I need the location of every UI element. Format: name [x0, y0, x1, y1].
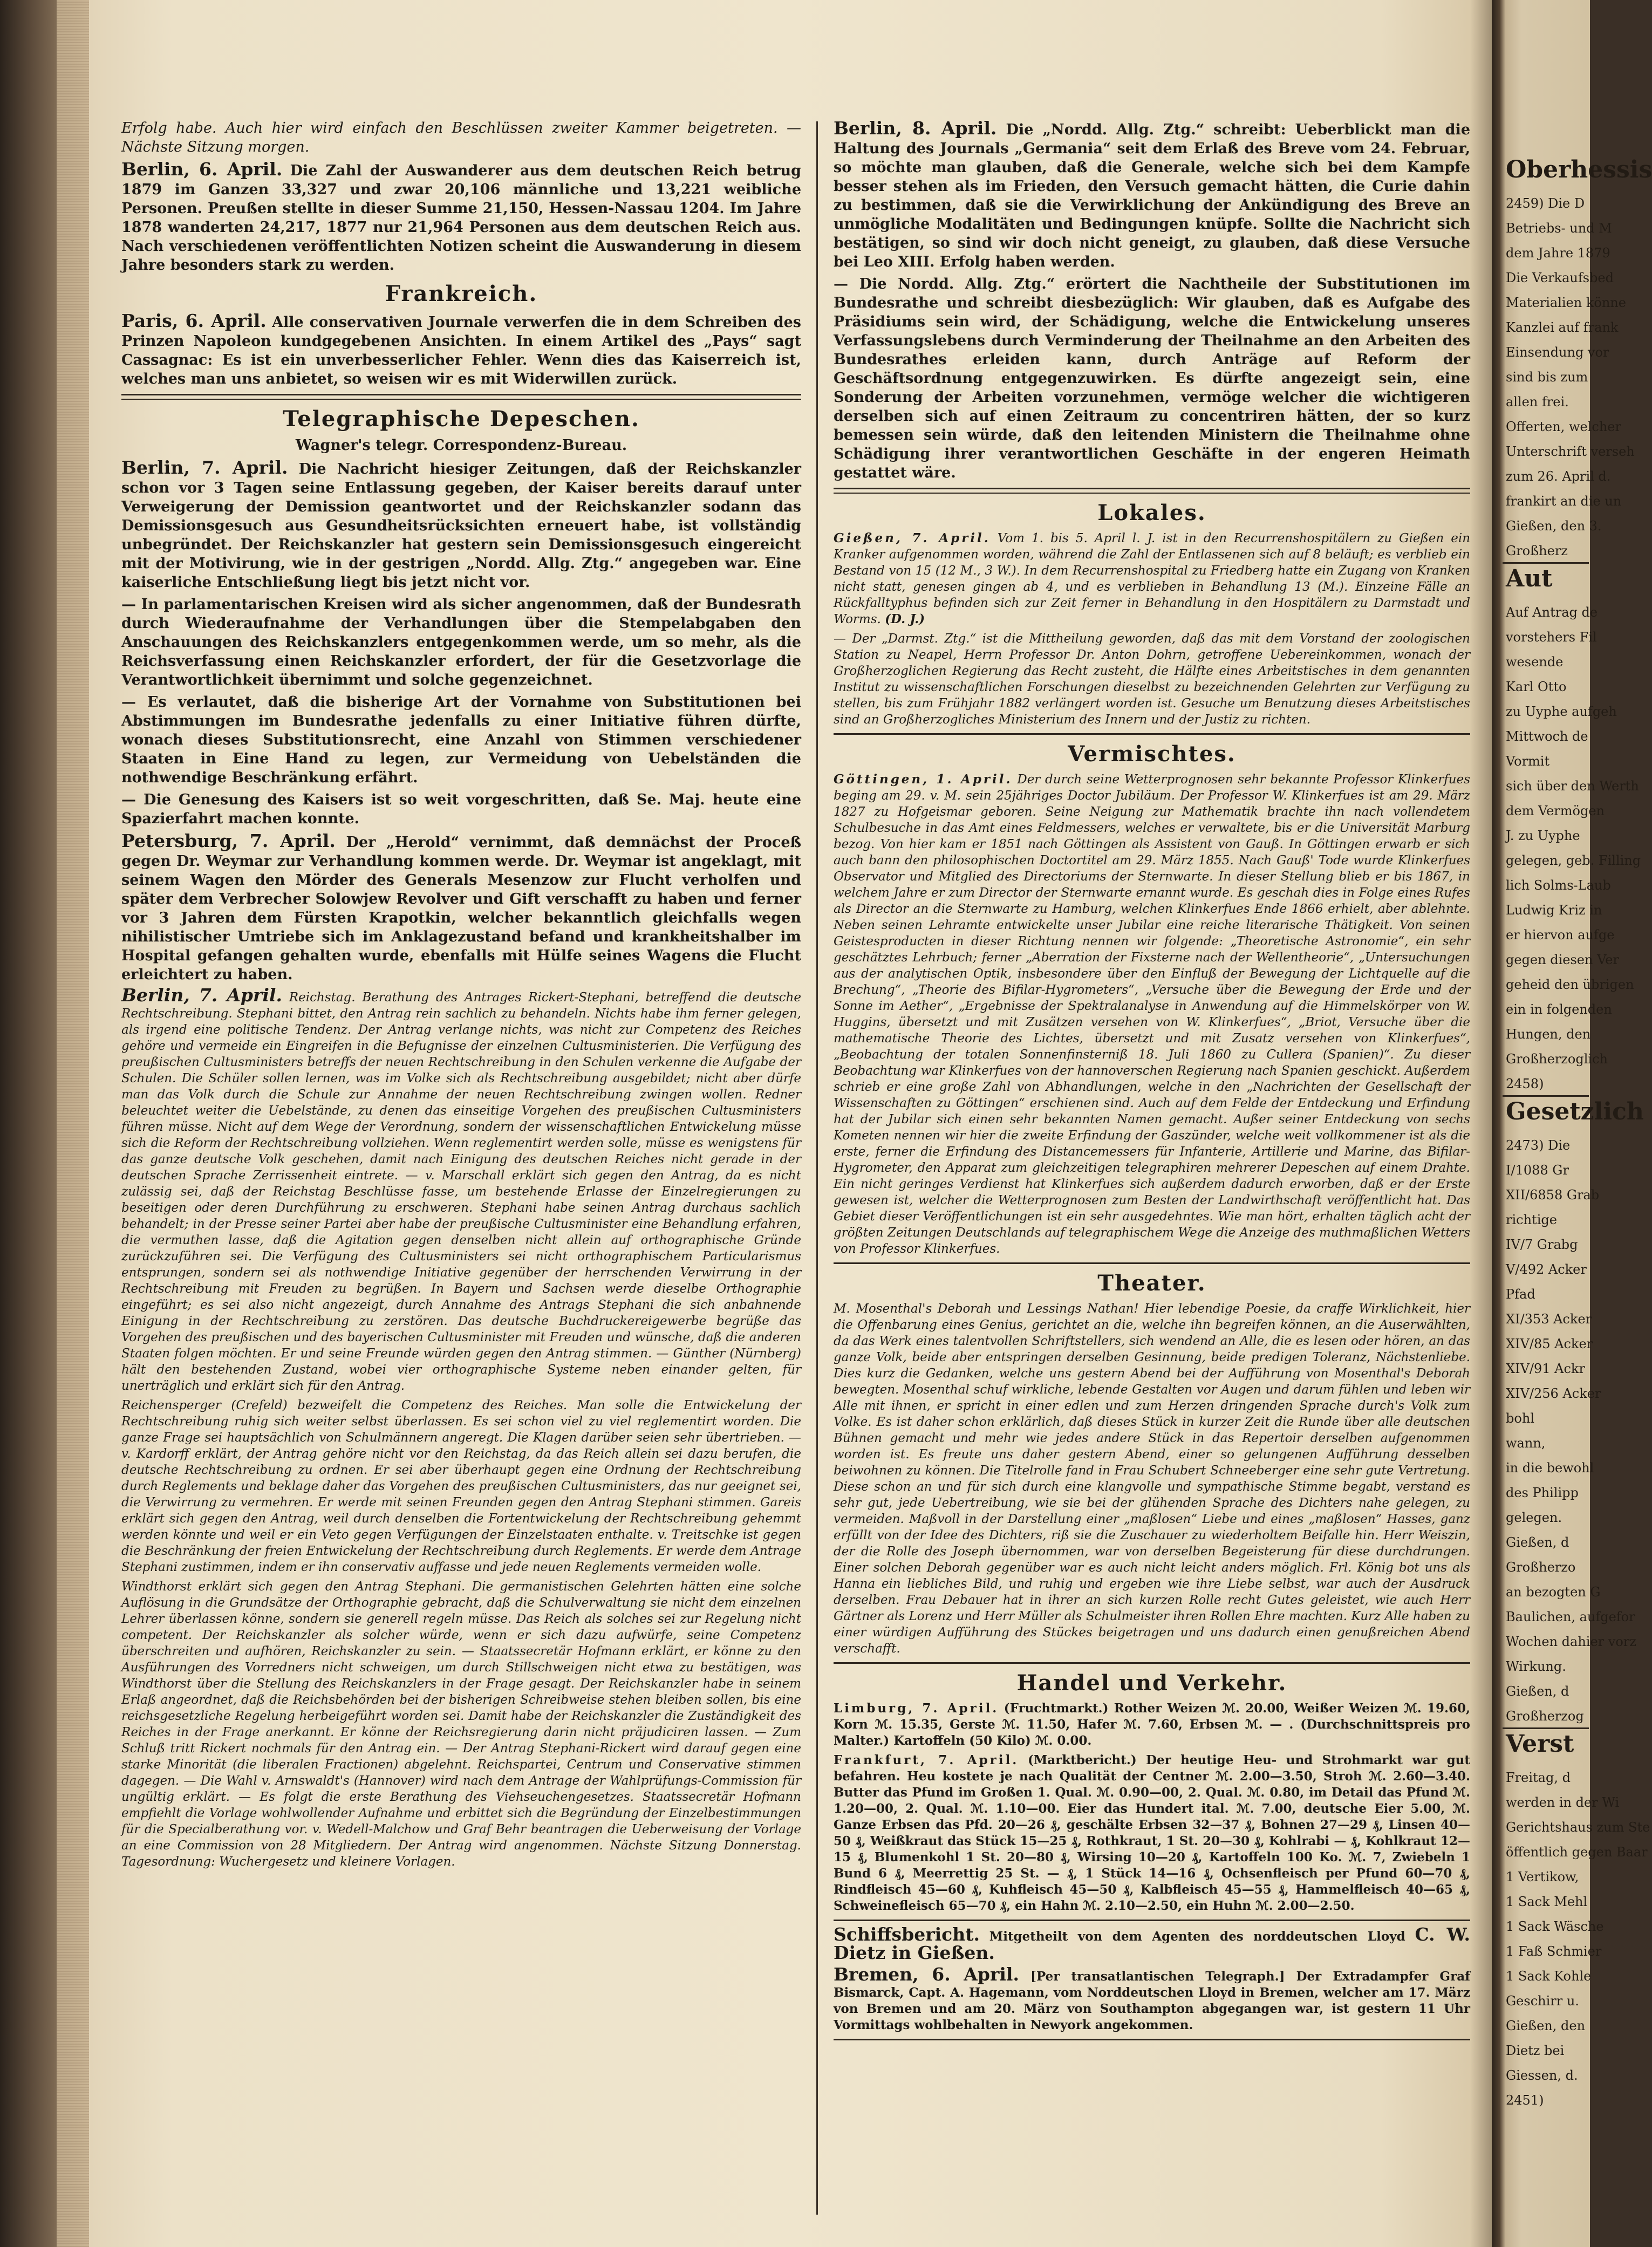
- next-page-fragment: Gießen, den 3.: [1506, 518, 1602, 534]
- article-reichstag: [121, 987, 801, 1394]
- section-heading-frankreich: Frankreich.: [385, 281, 538, 306]
- next-page-fragment: geheid den übrigen: [1506, 977, 1634, 992]
- article-paragraph: — Die Genesung des Kaisers ist so weit vorgeschritten, daß Se. Maj. heute eine Spazierfahrt machen konnte.: [121, 791, 801, 827]
- next-page-fragment: allen frei.: [1506, 394, 1569, 409]
- article-text: Vom 1. bis 5. April l. J. ist in den Recurrenshospitälern zu Gießen ein Kranker aufgenommen worden, während die Zahl der Entlassenen sich auf 8 beläuft; es verblieb ein Bestand von 15 (12 M., 3 W.). In dem Recurrenshospital zu Friedberg hatte ein Zugang von Kranken nicht statt, genesen gingen ab 4, und es verblieben in Behandlung 13 (M.). Einzeine Fälle an Rückfalltyphus befinden sich zur Zeit ferner in Behandlung in den Hospitälern zu Darmstadt und Worms.: [834, 531, 1471, 626]
- article-text: Der durch seine Wetterprognosen sehr bekannte Professor Klinkerfues beging am 29. v. M. sein 25jähriges Doctor Jubiläum. Der Professor W. Klinkerfues ist am 29. März 1827 zu Hofgeismar geboren. Seine Neigung zur Mathematik brachte ihn nach vollendetem Schulbesuche in das Amt eines Feldmessers, welches er verwaltete, bis er die Universität Marburg bezog. Von hier kam er 1851 nach Göttingen als Assistent von Gauß. In Göttingen erwarb er sich auch bann den philosophischen Doctortitel am 29. März 1855. Nach Gauß' Tode wurde Klinkerfues Observator und Mitglied des Directoriums der Sternwarte. In dieser Stellung blieb er bis 1867, in welchem Jahre er zum Director der Sternwarte ernannt wurde. Es geschah dies in Folge eines Rufes als Director an die Sternwarte zu Hamburg, welchen Klinkerfues Ende 1866 erhielt, aber ablehnte. Neben seinen Lehramte entwickelte unser Jubilar eine reiche literarische Thätigkeit. Von seinen Geistesproducten in dieser Richtung nennen wir folgende: „Theoretische Astronomie“, ein sehr geschätztes Lehrbuch; ferner „Aberration der Fixsterne nach der Wellentheorie“, „Untersuchungen aus der analytischen Optik, insbesondere über den Einfluß der Bewegung der Lichtquelle auf die Brechung“, „Theorie des Bifilar-Hygrometers“, „Versuche über die Bewegung der Erde und der Sonne im Aether“, „Ergebnisse der Spektralanalyse in Anwendung auf die Himmelskörper von W. Huggins, übersetzt und mit Zusätzen versehen von W. Klinkerfues“, „Briot, Versuche über die mathematische Theorie des Lichtes, übersetzt und mit Zusatz versehen von Klinkerfues“, „Beobachtung der totalen Sonnenfinsterniß 18. Juli 1860 zu Cullera (Spanien)“. Zu dieser Beobachtung war Klinkerfues von der hannoverschen Regierung nach Spanien geschickt. Außerdem schrieb er eine große Zahl von Abhandlungen, welche in den „Nachrichten der Gesellschaft der Wissenschaften zu Göttingen“ erschienen sind. Auch auf dem Felde der Entdeckung und Erfindung hat der Jubilar sich einen sehr bekannten Namen gemacht. Außer seiner Entdeckung von sechs Kometen nennen wir hier die zweite Erfindung der Gaszünder, welche weit vollkommener ist als die erste, ferner die Erfindung des Distancemessers für Infanterie, Artillerie und Marine, das Bifilar-Hygrometer, den Apparat zum gleichzeitigen telegraphiren mehrerer Depeschen auf einem Drahte. Ein nicht geringes Verdienst hat Klinkerfues sich außerdem dadurch erworben, daß er der Erste gewesen ist, welcher die Wetterprognosen zum Besten der Landwirthschaft veröffentlicht hat. Das Gebiet dieser Veröffentlichungen ist ein sehr ausgedehntes. Wie man hört, erhalten täglich acht der größten Zeitungen Deutschlands auf telegraphischem Wege die Anzeige des muthmaßlichen Wetters von Professor Klinkerfues.: [834, 773, 1471, 1256]
- next-page-fragment: J. zu Uyphe: [1506, 828, 1580, 843]
- next-page-fragment: wesende: [1506, 654, 1564, 670]
- section-heading-vermischtes: Vermischtes.: [1068, 741, 1236, 767]
- article-limburg: [834, 1700, 1470, 1749]
- next-page-fragment: XI/353 Acker: [1506, 1312, 1592, 1327]
- next-page-fragment: Großherz: [1506, 543, 1568, 558]
- next-page-fragment: gelegen, geb. Filling: [1506, 853, 1641, 868]
- article-berlin-emigration: [121, 160, 801, 275]
- next-page-fragment: Verst: [1506, 1730, 1574, 1758]
- next-page-fragment: an bezogten G: [1506, 1584, 1601, 1600]
- dateline: Berlin, 8. April.: [834, 118, 997, 139]
- section-divider: [121, 394, 801, 400]
- next-page-fragment: frankirt an die un: [1506, 494, 1622, 509]
- intro-paragraph: Erfolg habe. Auch hier wird einfach den Beschlüssen zweiter Kammer beigetreten. — Nächste Sitzung morgen.: [121, 120, 801, 155]
- dateline: Bremen, 6. April.: [834, 1964, 1019, 1985]
- article-giessen: [834, 530, 1470, 627]
- next-page-fragment: XIV/256 Acker: [1506, 1386, 1601, 1401]
- next-page-fragment: Giessen, d.: [1506, 2068, 1578, 2083]
- dateline: Gießen, 7. April.: [834, 531, 991, 545]
- next-page-fragment: Dietz bei: [1506, 2043, 1565, 2058]
- dateline: Berlin, 7. April.: [121, 985, 282, 1006]
- dateline: Berlin, 6. April.: [121, 159, 283, 180]
- article-berlin-nordd: [834, 119, 1470, 271]
- article-paragraph: — Der „Darmst. Ztg.“ ist die Mittheilung geworden, daß das mit dem Vorstand der zoologischen Station zu Neapel, Herrn Professor Dr. Anton Dohrn, getroffene Uebereinkommen, wonach der Großherzoglichen Regierung das Recht zusteht, die Hälfte eines Arbeitstisches in dem genannten Institut zu wissenschaftlichen Forschungen dieselbst zu bezeichnenden Gelehrten zur Verfügung zu stellen, bis zum Frühjahr 1882 verlängert worden ist. Gesuche um Benutzung dieses Arbeitstisches sind an Großherzogliches Ministerium des Innern und der Justiz zu richten.: [834, 632, 1470, 727]
- section-divider: [834, 2039, 1470, 2040]
- article-paragraph: — In parlamentarischen Kreisen wird als sicher angenommen, daß der Bundesrath durch Wiederaufnahme der Verhandlungen über die Stempelabgaben den Anschauungen des Reichskanzlers entgegenkommen werde, um so mehr, als die Reichsverfassung einen Reichskanzler erfordert, der für die Gesetzvorlage die Verantwortlichkeit übernimmt und solche gegenzeichnet.: [121, 596, 801, 688]
- agency-line: Wagner's telegr. Correspondenz-Bureau.: [295, 437, 627, 454]
- next-page-fragment: Materialien könne: [1506, 295, 1626, 310]
- article-text: (Fruchtmarkt.) Rother Weizen ℳ. 20.00, Weißer Weizen ℳ. 19.60, Korn ℳ. 15.35, Gerste ℳ. 11.50, Hafer ℳ. 7.60, Erbsen ℳ. — . (Durchschnittspreis pro Malter.) Kartoffeln (50 Kilo) ℳ. 0.00.: [834, 1701, 1470, 1748]
- next-page-fragment: Großherzoglich: [1506, 1051, 1608, 1067]
- section-divider: [834, 1262, 1470, 1264]
- book-binding: [0, 0, 89, 2247]
- next-page-fragment: XIV/85 Acker: [1506, 1336, 1593, 1351]
- next-page-fragment: Geschirr u.: [1506, 1993, 1579, 2009]
- next-page-fragment: zu Uyphe aufgeh: [1506, 704, 1617, 719]
- next-page-fragment: 2473) Die: [1506, 1138, 1571, 1153]
- next-page-fragment: Großherzo: [1506, 1560, 1576, 1575]
- article-paragraph: Reichensperger (Crefeld) bezweifelt die Competenz des Reiches. Man solle die Entwickelung der Rechtschreibung ruhig sich weiter selbst überlassen. Es sei schon viel zu viel reglementirt worden. Die ganze Frage sei hauptsächlich von Schulmännern angeregt. Die Klagen darüber seien sehr übertrieben. — v. Kardorff erklärt, der Antrag gehöre nicht vor den Reichstag, da das Reich allein sei dazu berufen, die deutsche Rechtschreibung zu ordnen. Er sei aber überhaupt gegen eine Ordnung der Rechtschreibung durch Reglements und beklage daher das Vorgehen des preußischen Cultusministers, das nur geeignet sei, die Verwirrung zu vermehren. Er werde mit seinen Freunden gegen den Antrag Stephani stimmen. Gareis erklärt sich gegen den Antrag, weil durch denselben die Fortentwickelung der Rechtschreibung gehemmt werden könnte und weil er ein Veto gegen Verfügungen der Einzelstaaten enthalte. v. Treitschke ist gegen die Beschränkung der freien Entwickelung der Rechtschreibung durch Reglements. Er werde dem Antrage Stephani zustimmen, indem er ihn conservativ auffasse und jede neuen Reglements vermeiden wolle.: [121, 1398, 801, 1574]
- article-goettingen: [834, 771, 1470, 1257]
- next-page-fragment: Unterschrift verseh: [1506, 444, 1635, 459]
- article-frankfurt: [834, 1752, 1470, 1914]
- article-text: (Marktbericht.) Der heutige Heu- und Strohmarkt war gut befahren. Heu kostete je nach Qualität der Centner ℳ. 2.00—3.50, Stroh ℳ. 2.60—3.40. Butter das Pfund im Großen 1. Qual. ℳ. 0.90—00, 2. Qual. ℳ. 0.80, im Detail das Pfund ℳ. 1.20—00, 2. Qual. ℳ. 1.10—00. Eier das Hundert ital. ℳ. 7.00, deutsche Eier 5.00, ℳ. Ganze Erbsen das Pfd. 20—26 ₰, geschälte Erbsen 32—37 ₰, Bohnen 27—29 ₰, Linsen 40—50 ₰, Weißkraut das Stück 15—25 ₰, Rothkraut, 1 St. 20—30 ₰, Kohlrabi — ₰, Kohlkraut 12—15 ₰, Blumenkohl 1 St. 20—80 ₰, Wirsing 10—20 ₰, Kartoffeln 100 Ko. ℳ. 7, Zwiebeln 1 Bund 6 ₰, Meerrettig 25 St. — ₰, 1 Stück 14—16 ₰, Ochsenfleisch per Pfund 60—70 ₰, Rindfleisch 45—60 ₰, Kuhfleisch 45—50 ₰, Kalbfleisch 45—55 ₰, Hammelfleisch 40—65 ₰, Schweinefleisch 65—70 ₰, ein Hahn ℳ. 2.10—2.50, ein Huhn ℳ. 2.00—2.50.: [834, 1753, 1471, 1913]
- article-petersburg: [121, 831, 801, 984]
- article-text: Die Nachricht hiesiger Zeitungen, daß der Reichskanzler schon vor 3 Tagen seine Entlassung gegeben, der Kaiser bereits darauf unter Verweigerung der Demission geantwortet und der Reichskanzler sodann das Demissionsgesuch aus Gesundheitsrücksichten erneuert habe, ist vollständig unbegründet. Der Reichskanzler hat gestern sein Demissionsgesuch eingereicht mit der Motivirung, wie in der gestrigen „Nordd. Allg. Ztg.“ angegeben war. Eine kaiserliche Entschließung liegt bis jetzt nicht vor.: [121, 461, 801, 591]
- next-page-fragment: Die Verkaufsbed: [1506, 270, 1614, 285]
- newspaper-page: [89, 0, 1492, 2247]
- next-page-fragment: vorstehers Fil: [1506, 630, 1597, 645]
- left-column: [121, 119, 801, 2223]
- dateline: Petersburg, 7. April.: [121, 830, 336, 851]
- next-page-fragment: Auf Antrag de: [1506, 605, 1598, 620]
- next-page-fragment: 1 Sack Wäsche: [1506, 1919, 1604, 1934]
- article-paragraph: — Die Nordd. Allg. Ztg.“ erörtert die Nachtheile der Substitutionen im Bundesrathe und schreibt diesbezüglich: Wir glauben, daß es Aufgabe des Präsidiums sein wird, der Schädigung, welche die Entwickelung unseres Verfassungslebens durch Verminderung der Theilnahme an den Arbeiten des Bundesrathes erleiden kann, durch Anträge auf Reform der Geschäftsordnung entgegenzuwirken. Es dürfte angezeigt sein, eine Sonderung der Arbeiten vorzunehmen, vermöge welcher die wichtigeren derselben sich auf einen Zeitraum zu concentriren hätten, der so kurz bemessen sein würde, daß den leitenden Ministern die Theilnahme ohne Schädigung ihrer verantwortlichen Geschäfte in der engeren Heimath gestattet wäre.: [834, 276, 1470, 481]
- next-page-fragment: 1 Sack Kohle: [1506, 1969, 1592, 1984]
- next-page-fragment: Gießen, den: [1506, 2018, 1586, 2033]
- article-berlin-reichskanzler: [121, 458, 801, 592]
- next-page-fragment: I/1088 Gr: [1506, 1163, 1569, 1178]
- next-page-fragment: Freitag, d: [1506, 1770, 1571, 1785]
- dateline: Göttingen, 1. April.: [834, 772, 1013, 787]
- section-heading-theater: Theater.: [1097, 1271, 1206, 1296]
- next-page-fragment: zum 26. April d.: [1506, 469, 1611, 484]
- divider: [1503, 562, 1589, 564]
- next-page-fragment: Gesetzlich: [1506, 1098, 1644, 1125]
- next-page-fragment: dem Vermögen: [1506, 803, 1605, 818]
- next-page-fragment: 2451): [1506, 2093, 1544, 2108]
- next-page-fragment: 2459) Die D: [1506, 196, 1585, 211]
- next-page-fragment: er hiervon aufge: [1506, 927, 1615, 942]
- section-divider: [834, 488, 1470, 494]
- next-page-fragment: Kanzlei auf frank: [1506, 320, 1619, 335]
- next-page-fragment: Einsendung vor: [1506, 345, 1609, 360]
- article-paris: [121, 311, 801, 388]
- next-page-fragment: Wochen dahier vorz: [1506, 1634, 1636, 1649]
- next-page-fragment: Gerichtshaus zum Ste: [1506, 1820, 1650, 1835]
- next-page-fragment: 1 Faß Schmier: [1506, 1944, 1602, 1959]
- article-paragraph: Windthorst erklärt sich gegen den Antrag Stephani. Die germanistischen Gelehrten hätten eine solche Auflösung in die Grundsätze der Orthographie gebracht, daß die Schulverwaltung sie nicht dem einzelnen Lehrer überlassen könne, sondern sie generell regeln müsse. Das Reich als solches sei zur Regelung nicht competent. Der Reichskanzler als solcher würde, wenn er sich dazu aufwürfe, seine Competenz überschreiten und aufhören, Reichskanzler zu sein. — Staatssecretär Hofmann erklärt, er könne zu den Ausführungen des Vorredners nicht schweigen, um durch Stillschweigen nicht etwa zu bestätigen, was Windthorst über die Stellung des Reichskanzlers in der Frage gesagt. Der Reichskanzler habe in seinem Erlaß angeordnet, daß die Reichsbehörden bei der bisherigen Schreibweise stehen bleiben sollen, bis eine reichsgesetzliche Regelung herbeigeführt worden sei. Damit habe der Reichskanzler die Zuständigkeit des Reiches in der Frage anerkannt. Er könne der Reichsregierung darin nicht präjudiciren lassen. — Zum Schluß tritt Rickert nochmals für den Antrag ein. — Der Antrag Stephani-Rickert wird darauf gegen eine starke Minorität (die liberalen Fractionen) abgelehnt. Reichspartei, Centrum und Conservative stimmen dagegen. — Die Wahl v. Arnswaldt's (Hannover) wird nach dem Antrage der Wahlprüfungs-Commission für ungültig erklärt. — Es folgt die erste Berathung des Viehseuchengesetzes. Staatssecretär Hofmann empfiehlt die Vorlage wohlwollender Aufnahme und erbittet sich die Begründung der Einzelbestimmungen für die Specialberathung vor. v. Wedell-Malchow und Graf Behr beantragen die Ueberweisung der Vorlage an eine Commission von 28 Mitgliedern. Der Antrag wird angenommen. Nächste Sitzung Donnerstag. Tagesordnung: Wuchergesetz und kleinere Vorlagen.: [121, 1580, 801, 1869]
- article-paragraph: — Es verlautet, daß die bisherige Art der Vornahme von Substitutionen bei Abstimmungen im Bundesrathe jedenfalls zu einer Initiative führen dürfte, wonach dieses Substitutionsrecht, eine Anzahl von Stimmen verschiedener Staaten in Eine Hand zu legen, zur Vermeidung von Uebelständen die nothwendige Beschränkung erfährt.: [121, 694, 801, 786]
- next-page-fragment: des Philipp: [1506, 1485, 1579, 1500]
- next-page-fragment: werden in der Wi: [1506, 1795, 1620, 1810]
- next-page-fragment: Oberhessis: [1506, 156, 1652, 183]
- next-page-fragment: XIV/91 Ackr: [1506, 1361, 1585, 1376]
- next-page-fragment: in die bewohl: [1506, 1460, 1594, 1476]
- next-page-fragment: Karl Otto: [1506, 679, 1567, 694]
- next-page-fragment: Pfad: [1506, 1287, 1535, 1302]
- next-page-fragment: Großherzog: [1506, 1709, 1584, 1724]
- next-page-fragment: gelegen.: [1506, 1510, 1562, 1525]
- next-page-fragment: richtige: [1506, 1212, 1557, 1227]
- divider: [1503, 1095, 1589, 1097]
- next-page-fragment: Offerten, welcher: [1506, 419, 1621, 434]
- next-page-fragment: Gießen, d: [1506, 1535, 1569, 1550]
- schiffsbericht-heading: Schiffsbericht.: [834, 1924, 980, 1945]
- next-page-fragment: öffentlich gegen Baar: [1506, 1845, 1648, 1860]
- schiffsbericht: [834, 1924, 1471, 1963]
- next-page-fragment: V/492 Acker: [1506, 1262, 1587, 1277]
- next-page-fragment: gegen diesen Ver: [1506, 952, 1619, 967]
- next-page-fragment: Hungen, den: [1506, 1027, 1591, 1042]
- next-page-fragment: XII/6858 Grab: [1506, 1187, 1600, 1203]
- article-text: Reichstag. Berathung des Antrages Rickert-Stephani, betreffend die deutsche Rechtschreibung. Stephani bittet, den Antrag rein sachlich zu behandeln. Nichts habe ihm ferner gelegen, als irgend eine politische Tendenz. Der Antrag verlange nichts, was nicht zur Competenz des Reiches gehöre und vermeide ein Eingreifen in die Befugnisse der einzelnen Cultusministerien. Die Verfügung des preußischen Cultusministers betreffs der neuen Rechtschreibung in den Schulen verkenne die Aufgabe der Schulen. Die Schüler sollen lernen, was im Volke sich als Rechtschreibung ausgebildet; nicht aber dürfe man das Volk durch die Schule zur Annahme der neuen Rechtschreibung zwingen wollen. Redner beleuchtet weiter die Uebelstände, zu denen das einseitige Vorgehen des preußischen Cultusministers führen müsse. Nicht auf dem Wege der Verordnung, sondern der wissenschaftlichen Entwickelung müsse sich die Reform der Rechtschreibung vollziehen. Wenn reglementirt werden solle, müsse es wenigstens für das ganze deutsche Volk geschehen, damit nach Einigung des deutschen Reiches nicht gerade in der deutschen Sprache Zerrissenheit eintrete. — v. Marschall erklärt sich gegen den Antrag, da es nicht zulässig sei, daß der Reichstag Beschlüsse fasse, um bestehende Erlasse der Einzelregierungen zu beseitigen oder deren Durchführung zu erschweren. Stephani habe seinen Antrag durchaus sachlich behandelt; in der Presse seiner Partei aber habe der preußische Cultusminister eine Behandlung erfahren, die vermuthen lasse, daß die Agitation gegen denselben nicht allein auf orthographische Gründe zurückzuführen sei. Die Verfügung des Cultusministers sei nicht orthographischem Particularismus entsprungen, sondern sei als nothwendige Initiative gegenüber der herrschenden Verwirrung in der Rechtschreibung mit Freuden zu begrüßen. In Bayern und Sachsen werde dieselbe Orthographie eingeführt; es sei also nicht angezeigt, durch Annahme des Antrags Stephani die sich anbahnende Einigung in der Rechtschreibung zu zerstören. Das deutsche Buchdruckereigewerbe begrüße das Vorgehen des preußischen und des bayerischen Cultusminister mit Freuden und wünsche, daß die anderen Staaten folgen möchten. Er und seine Freunde würden gegen den Antrag stimmen. — Günther (Nürnberg) hält den bestehenden Zustand, wobei vier orthographische Systeme neben einander gelten, für unerträglich und erklärt sich für den Antrag.: [121, 991, 801, 1393]
- page-fold-shadow: [1470, 0, 1492, 2247]
- article-text: [Per transatlantischen Telegraph.] Der Extradampfer Graf Bismarck, Capt. A. Hagemann, vom Norddeutschen Lloyd in Bremen, welcher am 17. März von Bremen und am 20. März von Southampton abgegangen war, ist gestern 11 Uhr Vormittags wohlbehalten in Newyork angekommen.: [834, 1969, 1470, 2032]
- next-page-fragment: Aut: [1506, 565, 1553, 592]
- next-page-fragment: sich über den Werth: [1506, 778, 1639, 794]
- next-page-fragment: dem Jahre 1879: [1506, 245, 1610, 261]
- dateline: Limburg, 7. April.: [834, 1701, 999, 1716]
- next-page-fragment: lich Solms-Laub: [1506, 878, 1611, 893]
- column-rule: [816, 121, 818, 2215]
- adjacent-page: [1492, 0, 1652, 2247]
- section-heading-lokales: Lokales.: [1097, 500, 1206, 525]
- next-page-fragment: sind bis zum: [1506, 370, 1588, 385]
- article-text: Die „Nordd. Allg. Ztg.“ schreibt: Ueberblickt man die Haltung des Journals „Germania“ seit dem Erlaß des Breve vom 24. Februar, so möchte man glauben, daß die Generale, welche sich bei dem Kampfe besser stehen als im Frieden, den Versuch gemacht hätten, die Curie dahin zu bestimmen, daß sie die Verwirklichung der Ankündigung des Breve an unmögliche Modalitäten und Bedingungen knüpfe. Sollte die Nachricht sich bestätigen, so sind wir doch nicht geneigt, zu glauben, daß diese Versuche bei Leo XIII. Erfolg haben werden.: [834, 121, 1470, 270]
- article-text: Die Zahl der Auswanderer aus dem deutschen Reich betrug 1879 im Ganzen 33,327 und zwar 20,106 männliche und 13,221 weibliche Personen. Preußen stellte in dieser Summe 21,150, Hessen-Nassau 1204. Im Jahre 1878 wanderten 24,217, 1877 nur 21,964 Personen aus dem deutschen Reich aus. Nach verschiedenen veröffentlichten Notizen scheint die Auswanderung in diesem Jahre besonders stark zu werden.: [121, 162, 801, 274]
- next-page-fragment: 2458): [1506, 1076, 1544, 1091]
- next-page-fragment: Ludwig Kriz in: [1506, 903, 1602, 918]
- right-column: [834, 119, 1470, 2223]
- next-page-fragment: Baulichen, aufgefor: [1506, 1609, 1635, 1624]
- next-page-fragment: ein in folgenden: [1506, 1002, 1612, 1017]
- next-page-fragment: 1 Sack Mehl: [1506, 1894, 1588, 1909]
- article-text: Der „Herold“ vernimmt, daß demnächst der Proceß gegen Dr. Weymar zur Verhandlung kommen werde. Dr. Weymar ist angeklagt, mit seinem Wagen den Mörder des Generals Mesenzow zur Flucht verholfen und später dem Verbrecher Solowjew Revolver und Gift verschafft zu haben und ferner vor 3 Jahren dem Fürsten Krapotkin, welcher bekanntlich gleichfalls wegen nihilistischer Umtriebe sich im Anklagezustand befand und krankheitshalber im Hospital gefangen gehalten wurde, ebenfalls mit Hülfe seines Wagens die Flucht erleichtert zu haben.: [121, 834, 802, 983]
- section-divider: [834, 733, 1470, 735]
- article-bremen: [834, 1966, 1470, 2033]
- divider: [1503, 1727, 1589, 1729]
- schiffsbericht-agent: C. W. Dietz in Gießen.: [834, 1924, 1471, 1963]
- dateline: Paris, 6. April.: [121, 310, 267, 331]
- next-page-fragment: Mittwoch de: [1506, 729, 1588, 744]
- dateline: Frankfurt, 7. April.: [834, 1753, 1019, 1767]
- next-page-fragment: Gießen, d: [1506, 1684, 1569, 1699]
- article-text: Alle conservativen Journale verwerfen die in dem Schreiben des Prinzen Napoleon kundgegebenen Ansichten. In einem Artikel des „Pays“ sagt Cassagnac: Es ist ein unverbesserlicher Fehler. Wenn dies das Kaiserreich ist, welches man uns anbietet, so weisen wir es mit Widerwillen zurück.: [121, 314, 801, 387]
- article-theater: M. Mosenthal's Deborah und Lessings Nathan! Hier lebendige Poesie, da craffe Wirklichkeit, hier die Offenbarung eines Genius, gerichtet an die, welche ihn begreifen können, an die Auserwählten, da das Werk eines talentvollen Schriftstellers, sich wendend an Alle, die es lesen oder hören, an das ganze Volk, beide aber entspringen derselben Gesinnung, beide predigen Toleranz, Nächstenliebe. Dies kurz die Gedanken, welche uns gestern Abend bei der Aufführung von Mosenthal's Deborah bewegten. Mosenthal schuf wirkliche, lebende Gestalten vor Augen und darum fühlen und leben wir Alle mit ihnen, er spricht in einer edlen und zum Herzen dringenden Sprache durch's Volk zum Volke. Es ist daher schon erklärlich, daß dieses Stück in kurzer Zeit die Runde über alle deutschen Bühnen gemacht und mehr wie jedes andere Stück in das Repertoir derselben aufgenommen worden ist. Es freute uns daher gestern Abend, einer so gelungenen Aufführung desselben beiwohnen zu können. Die Titelrolle fand in Frau Schubert Schneeberger eine sehr gute Vertretung. Diese schon an und für sich durch eine klangvolle und sympathische Stimme begabt, verstand es sehr gut, jede Uebertreibung, wie sie bei der glühenden Sprache des Dichters nahe gelegen, zu vermeiden. Maßvoll in der Darstellung einer „maßlosen“ Liebe und eines „maßlosen“ Hasses, ganz erfüllt von der Idee des Dichters, riß sie die Zuschauer zu wiederholtem Beifalle hin. Herr Weiszin, der die Rolle des Joseph übernommen, war von derselben Begeisterung für diese durchdrungen. Einer solchen Deborah gegenüber war es auch nicht leicht anders möglich. Frl. König bot uns als Hanna ein liebliches Bild, und ruhig und ergeben wie ihre Liebe selbst, war auch der Ausdruck derselben. Frau Debauer hat in ihrer an sich kurzen Rolle recht Gutes geleistet, wie auch Herr Gärtner als Lorenz und Herr Müller als Schulmeister ihren Rollen Ehre machten. Kurz Alle haben zu einer würdigen Aufführung des Stückes beigetragen und uns dadurch einen genußreichen Abend verschafft.: [834, 1302, 1470, 1656]
- page-edge: [57, 0, 89, 2247]
- next-page-fragment: Betriebs- und M: [1506, 221, 1612, 236]
- schiffsbericht-intro: Mitgetheilt von dem Agenten des norddeutschen Lloyd: [989, 1929, 1405, 1944]
- next-page-fragment: bohl: [1506, 1411, 1534, 1426]
- section-heading-handel: Handel und Verkehr.: [1016, 1670, 1287, 1696]
- signature: (D. J.): [885, 612, 925, 626]
- next-page-fragment: wann,: [1506, 1436, 1546, 1451]
- next-page-fragment: IV/7 Grabg: [1506, 1237, 1578, 1252]
- dateline: Berlin, 7. April.: [121, 457, 288, 478]
- next-page-fragment: Vormit: [1506, 754, 1550, 769]
- section-divider: [834, 1920, 1470, 1921]
- section-divider: [834, 1662, 1470, 1664]
- section-heading-telegraphische: Telegraphische Depeschen.: [283, 406, 640, 432]
- next-page-fragment: 1 Vertikow,: [1506, 1869, 1579, 1884]
- next-page-fragment: Wirkung.: [1506, 1659, 1566, 1674]
